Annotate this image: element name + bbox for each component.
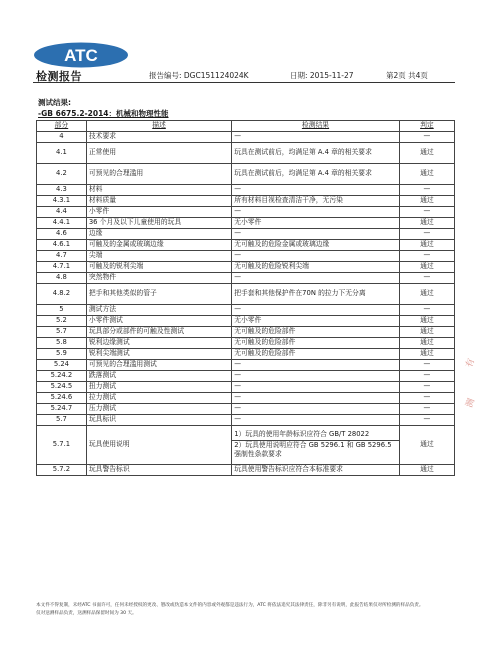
table-row	[37, 218, 455, 229]
cell-section: 4.3	[37, 185, 87, 196]
cell-verdict: 通过	[399, 426, 454, 465]
result-text: 无小零件	[234, 316, 262, 325]
cell-result	[232, 404, 400, 415]
cell-section: 4.6	[37, 229, 87, 240]
cell-result	[232, 305, 400, 316]
cell-description: 玩具警告标识	[86, 465, 231, 476]
table-row	[37, 207, 455, 218]
cell-verdict: —	[399, 305, 454, 316]
result-text: —	[234, 404, 241, 413]
result-text: 所有材料目视检查清洁干净，无污染	[234, 196, 343, 205]
page-number: 第2页 共4页	[386, 71, 428, 80]
cell-description: 可触及的锐利尖端	[86, 262, 231, 273]
cell-section: 5.9	[37, 349, 87, 360]
table-row	[37, 240, 455, 251]
result-text: 无可触及的危险金属或玻璃边缘	[234, 240, 330, 249]
table-row	[37, 327, 455, 338]
cell-section: 5.24.7	[37, 404, 87, 415]
result-text: —	[234, 207, 241, 216]
cell-section: 4.8.2	[37, 284, 87, 305]
report-date: 日期: 2015-11-27	[290, 71, 354, 80]
table-row	[37, 338, 455, 349]
cell-section: 4.7	[37, 251, 87, 262]
stamp-mark: 测	[464, 397, 478, 410]
cell-result	[232, 251, 400, 262]
cell-section: 4.8	[37, 273, 87, 284]
table-row	[37, 360, 455, 371]
table-row	[37, 284, 455, 305]
cell-verdict: 通过	[399, 327, 454, 338]
cell-result	[232, 229, 400, 240]
cell-result	[232, 371, 400, 382]
cell-verdict: —	[399, 393, 454, 404]
table-row	[37, 143, 455, 164]
cell-section: 4.3.1	[37, 196, 87, 207]
cell-verdict: —	[399, 273, 454, 284]
cell-verdict: 通过	[399, 284, 454, 305]
cell-section: 5.7.2	[37, 465, 87, 476]
cell-verdict: 通过	[399, 218, 454, 229]
table-row	[37, 404, 455, 415]
table-row	[37, 273, 455, 284]
table-row	[37, 316, 455, 327]
standard-title: -GB 6675.2-2014：机械和物理性能	[38, 109, 169, 118]
cell-section: 5.7	[37, 327, 87, 338]
cell-description: 玩具部分或部件的可触及性测试	[86, 327, 231, 338]
cell-description: 尖端	[86, 251, 231, 262]
col-header-section: 部分	[37, 121, 87, 132]
cell-result	[232, 327, 400, 338]
cell-result	[232, 132, 400, 143]
table-body	[37, 132, 455, 476]
cell-result	[232, 338, 400, 349]
cell-verdict: —	[399, 415, 454, 426]
cell-result	[232, 143, 400, 164]
table-row	[37, 132, 455, 143]
result-text: —	[234, 185, 241, 194]
footer-line-2: 仅对送测样品负责，送测样品保留时间为 30 天。	[36, 611, 137, 616]
cell-verdict: —	[399, 360, 454, 371]
cell-result	[232, 164, 400, 185]
cell-section: 5.7	[37, 415, 87, 426]
result-text: —	[234, 229, 241, 238]
header-divider	[33, 82, 455, 83]
cell-description: 跌落测试	[86, 371, 231, 382]
cell-description: 扭力测试	[86, 382, 231, 393]
cell-description: 36 个月及以下儿童使用的玩具	[86, 218, 231, 229]
result-text: 玩具使用警告标识应符合本标准要求	[234, 465, 343, 474]
col-header-verdict: 判定	[399, 121, 454, 132]
table-row	[37, 371, 455, 382]
cell-result	[232, 284, 400, 305]
cell-verdict: 通过	[399, 143, 454, 164]
table-row	[37, 393, 455, 404]
section-title: 测试结果:	[38, 98, 71, 107]
cell-result	[232, 273, 400, 284]
cell-section: 4.6.1	[37, 240, 87, 251]
cell-description: 小零件	[86, 207, 231, 218]
result-text: 2）玩具使用说明应符合 GB 5296.1 和 GB 5296.5 强制性条款要求	[232, 440, 399, 460]
cell-description: 可预见的合理滥用	[86, 164, 231, 185]
cell-result	[232, 349, 400, 360]
report-type-title: 检测报告	[36, 70, 82, 83]
stamp-mark: 有	[464, 357, 478, 370]
cell-description: 突然物件	[86, 273, 231, 284]
cell-result	[232, 426, 400, 465]
result-text: —	[234, 415, 241, 424]
result-text: 无小零件	[234, 218, 262, 227]
cell-section: 5.24.2	[37, 371, 87, 382]
cell-description: 正常使用	[86, 143, 231, 164]
cell-section: 4.4	[37, 207, 87, 218]
cell-verdict: 通过	[399, 240, 454, 251]
cell-verdict: 通过	[399, 164, 454, 185]
cell-section: 5.7.1	[37, 426, 87, 465]
table-row	[37, 465, 455, 476]
cell-description: 把手和其他类似的管子	[86, 284, 231, 305]
cell-result	[232, 415, 400, 426]
cell-verdict: 通过	[399, 465, 454, 476]
cell-section: 4.2	[37, 164, 87, 185]
cell-description: 玩具标识	[86, 415, 231, 426]
table-row	[37, 415, 455, 426]
cell-verdict: —	[399, 207, 454, 218]
result-text: —	[234, 251, 241, 260]
cell-result	[232, 207, 400, 218]
table-row	[37, 229, 455, 240]
cell-result	[232, 262, 400, 273]
cell-section: 5.24.5	[37, 382, 87, 393]
cell-section: 4.4.1	[37, 218, 87, 229]
cell-verdict: —	[399, 404, 454, 415]
result-text: 把手套和其他保护件在70N 的拉力下无分离	[234, 289, 366, 298]
cell-description: 技术要求	[86, 132, 231, 143]
cell-result	[232, 393, 400, 404]
cell-verdict: —	[399, 251, 454, 262]
cell-section: 5.24	[37, 360, 87, 371]
cell-result	[232, 360, 400, 371]
cell-description: 锐利尖端测试	[86, 349, 231, 360]
table-row	[37, 262, 455, 273]
cell-verdict: —	[399, 371, 454, 382]
cell-result	[232, 240, 400, 251]
cell-description: 小零件测试	[86, 316, 231, 327]
table-row	[37, 185, 455, 196]
result-text: 无可触及的危险锐利尖端	[234, 262, 309, 271]
report-number: 报告编号: DGC151124024K	[149, 71, 249, 80]
cell-description: 材料质量	[86, 196, 231, 207]
result-text: 无可触及的危险部件	[234, 338, 296, 347]
result-text: —	[234, 273, 241, 282]
cell-verdict: —	[399, 382, 454, 393]
cell-section: 4.7.1	[37, 262, 87, 273]
cell-verdict: 通过	[399, 316, 454, 327]
table-row	[37, 349, 455, 360]
cell-verdict: 通过	[399, 338, 454, 349]
table-row	[37, 164, 455, 185]
result-text: 玩具在测试前后，均满足第 A.4 章的相关要求	[234, 148, 372, 157]
cell-description: 材料	[86, 185, 231, 196]
cell-result	[232, 316, 400, 327]
footer-line-1: 本文件不得复制，未经ATC 书面许可，任何未经授权的更改、篡改或伪造本文件的内容或外观都是违法行为，ATC 将依法追究其法律责任，除非另有说明，此报告结果仅对所检测的样品负责。	[36, 603, 424, 608]
cell-result	[232, 196, 400, 207]
atc-logo	[33, 42, 129, 68]
cell-section: 5.24.6	[37, 393, 87, 404]
cell-section: 4	[37, 132, 87, 143]
result-text: 1）玩具的使用年龄标识应符合 GB/T 28022	[234, 430, 370, 439]
table-row	[37, 382, 455, 393]
cell-description: 压力测试	[86, 404, 231, 415]
logo-text: ATC	[64, 46, 98, 65]
cell-description: 可触及的金属或玻璃边缘	[86, 240, 231, 251]
results-table	[36, 120, 455, 476]
cell-description: 拉力测试	[86, 393, 231, 404]
cell-description: 边缘	[86, 229, 231, 240]
cell-section: 5.8	[37, 338, 87, 349]
col-header-result: 检测结果	[232, 121, 400, 132]
cell-verdict: 通过	[399, 262, 454, 273]
result-text: 无可触及的危险部件	[234, 349, 296, 358]
result-text: —	[234, 382, 241, 391]
cell-description: 玩具使用说明	[86, 426, 231, 465]
cell-section: 5.2	[37, 316, 87, 327]
result-text: —	[234, 360, 241, 369]
cell-result	[232, 218, 400, 229]
result-text: 玩具在测试前后，均满足第 A.4 章的相关要求	[234, 169, 372, 178]
cell-section: 5	[37, 305, 87, 316]
cell-result	[232, 185, 400, 196]
result-text: 无可触及的危险部件	[234, 327, 296, 336]
table-row	[37, 305, 455, 316]
result-text: —	[234, 305, 241, 314]
cell-verdict: 通过	[399, 349, 454, 360]
table-row	[37, 196, 455, 207]
col-header-description: 描述	[86, 121, 231, 132]
cell-result	[232, 465, 400, 476]
table-row	[37, 426, 455, 465]
result-text: —	[234, 393, 241, 402]
table-row	[37, 251, 455, 262]
result-text: —	[234, 132, 241, 141]
cell-description: 可预见的合理滥用测试	[86, 360, 231, 371]
cell-description: 锐利边缘测试	[86, 338, 231, 349]
footer-disclaimer	[36, 602, 456, 618]
cell-result	[232, 382, 400, 393]
cell-verdict: —	[399, 229, 454, 240]
cell-verdict: —	[399, 185, 454, 196]
table-header-row	[37, 121, 455, 132]
result-text: —	[234, 371, 241, 380]
cell-section: 4.1	[37, 143, 87, 164]
cell-description: 测试方法	[86, 305, 231, 316]
cell-verdict: —	[399, 132, 454, 143]
cell-verdict: 通过	[399, 196, 454, 207]
